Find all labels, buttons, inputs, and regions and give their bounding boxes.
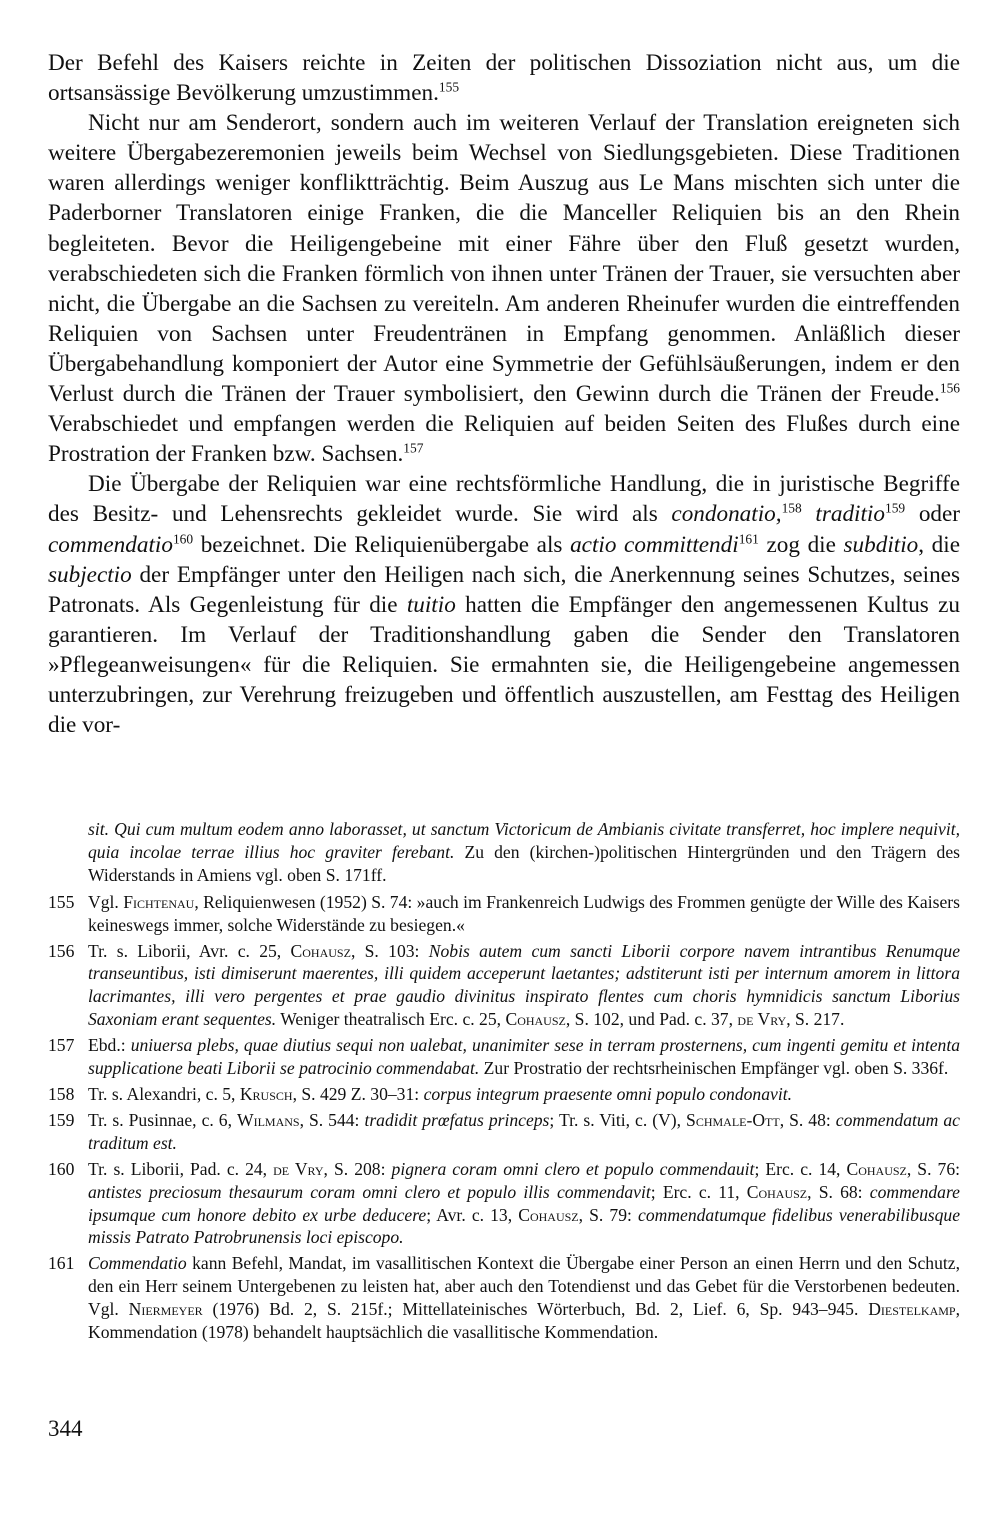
paragraph-1: [48, 48, 960, 108]
footnote-text-part: ; Tr. s. Viti, c. (V),: [549, 1109, 687, 1130]
page-number: 344: [48, 1416, 83, 1441]
footnote-term: Commendatio: [88, 1253, 187, 1274]
footnote-text-part: , S. 429 Z. 30–31:: [292, 1083, 424, 1104]
author-name: Cohausz: [846, 1158, 907, 1179]
footnote-text: [88, 1158, 960, 1250]
footnote-text-part: Tr. s. Pusinnae, c. 6,: [88, 1109, 237, 1130]
footnote-quote: uniuersa plebs, quae diutius sequi non ualebat, unanimiter sese in terram prosternens, cum ingenti gemitu et intenta supplicatione beati Liborii se patrocinio commendabat.: [88, 1035, 960, 1079]
footnote-number: 156: [48, 940, 75, 961]
footnote-number: 157: [48, 1035, 75, 1056]
author-name: Krusch: [239, 1083, 293, 1104]
footnote-text-part: Tr. s. Alexandri, c. 5,: [88, 1083, 240, 1104]
footnote-text-part: , Reliquienwesen (1952) S. 74: »auch im Frankenreich Ludwigs des Frommen genügte der Wille des Kaisers keineswegs immer, solche Widerstände zu besiegen.«: [88, 891, 960, 935]
footnote-text-part: Zur Prostratio der rechtsrheinischen Empfänger vgl. oben S. 336f.: [479, 1058, 949, 1079]
paragraph-3-text: der Empfänger unter den Heiligen nach sich, die Anerkennung seines Schutzes, seines Patronats. Als Gegenleistung für die: [48, 561, 960, 618]
paragraph-2-text-a: Nicht nur am Senderort, sondern auch im weiteren Verlauf der Translation ereigneten sich weitere Übergabezeremonien jeweils beim Wechsel von Siedlungsgebieten. Diese Traditionen waren allerdings weniger konfliktträchtig. Beim Auszug aus Le Mans mischten sich unter die Paderborner Translatoren einige Franken, die die Manceller Reliquien bis an den Rhein begleiteten. Bevor die Heiligengebeine mit einer Fähre über den Fluß gesetzt wurden, verabschiedeten sich die Franken förmlich von ihnen unter Tränen der Trauer, sie versuchten aber nicht, die Übergabe an die Sachsen zu vereiteln. Am anderen Rheinufer wurden die eintreffenden Reliquien von Sachsen unter Freudentränen in Empfang genommen. Anläßlich dieser Übergabehandlung komponiert der Autor eine Symmetrie der Gefühlsäußerungen, indem er den Verlust durch die Tränen der Trauer symbolisiert, den Gewinn durch die Tränen der Freude.: [48, 110, 960, 408]
author-name: Schmale-Ott: [686, 1109, 780, 1130]
paragraph-3-text: Die Übergabe der Reliquien war eine rechtsförmliche Handlung, die in juristische Begriffe des Besitz- und Lehensrechts gekleidet wurde. Sie wird als: [48, 471, 960, 528]
paragraph-2: [48, 108, 960, 469]
author-name: de Vry: [737, 1009, 787, 1030]
term-traditio: traditio: [801, 501, 885, 528]
author-name: Niermeyer: [128, 1299, 203, 1320]
footnote-quote: tradidit prœfatus princeps: [364, 1109, 550, 1130]
footnote-text: [88, 891, 960, 937]
footnote-number: 155: [48, 891, 75, 912]
footnote-text-part: Ebd.:: [88, 1035, 131, 1056]
paragraph-3-text: zog die: [758, 531, 844, 558]
footnote-quote: corpus integrum praesente omni populo condonavit.: [423, 1083, 793, 1104]
footnote-text-part: , S. 544:: [299, 1109, 365, 1130]
footnote-text: [88, 1109, 960, 1155]
author-name: Cohausz: [290, 940, 351, 961]
author-name: Cohausz: [505, 1009, 566, 1030]
footnote-159: [48, 1109, 960, 1155]
footnote-continuation: [88, 818, 960, 887]
author-name: Wilmans: [236, 1109, 300, 1130]
footnote-text-part: , S. 217.: [786, 1009, 845, 1030]
footnote-text-part: kann Befehl, Mandat, im vasallitischen Kontext die Übergabe einer Person an einen Herrn und den Schutz, den ein Herr seinem Untergebenen zu leisten hat, aber auch den Totendienst und das Gebet für die Verstorbenen bedeuten. Vgl.: [88, 1253, 960, 1320]
footnote-text-part: , S. 208:: [323, 1158, 392, 1179]
page-body: [48, 48, 960, 740]
footnote-text-part: (1976) Bd. 2, S. 215f.; Mittellateinisches Wörterbuch, Bd. 2, Lief. 6, Sp. 943–945.: [202, 1299, 869, 1320]
footnote-161: [48, 1252, 960, 1344]
footnote-ref-157[interactable]: 157: [403, 440, 424, 456]
footnote-ref-159[interactable]: 159: [884, 501, 906, 517]
footnote-ref-156[interactable]: 156: [939, 380, 960, 396]
footnote-text-part: , S. 103:: [350, 940, 429, 961]
footnote-text-part: , S. 68:: [807, 1181, 870, 1202]
footnote-text-part: ; Erc. c. 11,: [650, 1181, 747, 1202]
term-commendatio: commendatio: [48, 531, 173, 558]
footnote-text: Zu den (kirchen-)politischen Hintergründen und den Trägern des Widerstands in Amiens vgl. oben S. 171ff.: [88, 841, 960, 885]
term-subditio: subditio: [843, 531, 919, 558]
footnote-quote: Nobis autem cum sancti Liborii corpore navem intrantibus Renumque transeuntibus, isti dimiserunt maerentes, illi quidem acceperunt laetantes; adstiterunt isti per internum amorem in littora lacrimantes, illi vero pergentes et prae gaudio divinitus inspirato flentes cum choris hymnidicis sanctum Liborius Saxoniam erant sequentes.: [88, 940, 961, 1030]
paragraph-2-text-b: Verabschiedet und empfangen werden die Reliquien auf beiden Seiten des Flußes durch eine Prostration der Franken bzw. Sachsen.: [48, 411, 960, 468]
footnote-text-part: ; Avr. c. 13,: [426, 1204, 519, 1225]
main-text: [48, 48, 960, 740]
footnote-quote: pignera coram omni clero et populo commendauit: [391, 1158, 755, 1179]
term-subjectio: subjectio: [48, 561, 132, 588]
footnote-quote: commendatum ac traditum est.: [88, 1109, 960, 1153]
footnote-ref-161[interactable]: 161: [738, 531, 759, 547]
footnote-text: [88, 940, 960, 1032]
footnote-text-part: , S. 79:: [578, 1204, 639, 1225]
footnote-ref-155[interactable]: 155: [438, 79, 460, 95]
term-actio-committendi: actio committendi: [570, 531, 739, 558]
author-name: Cohausz: [746, 1181, 808, 1202]
footnote-number: 159: [48, 1109, 75, 1130]
footnote-text: [88, 1083, 960, 1106]
paragraph-3: [48, 469, 960, 740]
footnote-text-part: ; Erc. c. 14,: [754, 1158, 847, 1179]
footnote-157: [48, 1034, 960, 1080]
author-name: Diestelkamp: [868, 1299, 956, 1320]
footnote-text-part: , S. 48:: [779, 1109, 836, 1130]
footnote-quote: commendare ipsumque cum honore debito ex urbe deducere: [88, 1181, 960, 1225]
footnote-text-part: Tr. s. Liborii, Avr. c. 25,: [88, 940, 291, 961]
footnote-text-part: , S. 102, und Pad. c. 37,: [565, 1009, 738, 1030]
footnote-number: 161: [48, 1253, 75, 1274]
term-condonatio: condonatio,: [671, 501, 782, 528]
paragraph-3-text: oder: [905, 501, 961, 528]
author-name: Cohausz: [518, 1204, 579, 1225]
paragraph-3-text: bezeichnet. Die Reliquienübergabe als: [193, 531, 571, 558]
footnote-ref-158[interactable]: 158: [781, 501, 802, 517]
paragraph-3-text: hatten die Empfänger den angemessenen Kultus zu garantieren. Im Verlauf der Traditionshandlung gaben die Sender den Translatoren »Pflegeanweisungen« für die Reliquien. Sie ermahnten sie, die Heiligengebeine angemessen unterzubringen, zur Verehrung freizugeben und öffentlich auszustellen, am Festtag des Heiligen die vor-: [48, 591, 960, 739]
footnote-160: [48, 1158, 960, 1250]
footnote-number: 158: [48, 1083, 75, 1104]
footnote-quote: commendatumque fidelibus venerabilibusque missis Patrato Patrobrunensis loci episcopo.: [88, 1204, 960, 1248]
footnote-ref-160[interactable]: 160: [172, 531, 194, 547]
footnote-number: 160: [48, 1158, 75, 1179]
footnote-156: [48, 940, 960, 1032]
footnote-155: [48, 891, 960, 937]
footnote-text-part: , S. 76:: [906, 1158, 961, 1179]
footnote-text: [88, 1034, 960, 1080]
footnotes: [48, 818, 960, 1347]
footnote-158: [48, 1083, 960, 1106]
footnote-text-part: Weniger theatralisch Erc. c. 25,: [276, 1009, 506, 1030]
author-name: de Vry: [273, 1158, 324, 1179]
footnote-quote: antistes preciosum thesaurum coram omni clero et populo illis commendavit: [88, 1181, 651, 1202]
paragraph-1-text: Der Befehl des Kaisers reichte in Zeiten der politischen Dissoziation nicht aus, um die ortsansässige Bevölkerung umzustimmen.: [48, 50, 960, 107]
footnote-text: [88, 1252, 960, 1344]
paragraph-3-text: , die: [918, 531, 960, 558]
footnote-text-part: Tr. s. Liborii, Pad. c. 24,: [88, 1158, 274, 1179]
author-name: Fichtenau: [123, 891, 195, 912]
term-tuitio: tuitio: [406, 591, 456, 618]
footnote-text-part: Vgl.: [88, 891, 124, 912]
footnote-quote: sit. Qui cum multum eodem anno laborasset, ut sanctum Victoricum de Ambianis civitate transferret, hoc implere nequivit, quia incolae terrae illius hoc graviter ferebant.: [88, 819, 960, 862]
footnote-text-part: , Kommendation (1978) behandelt hauptsächlich die vasallitische Kommendation.: [88, 1299, 960, 1343]
